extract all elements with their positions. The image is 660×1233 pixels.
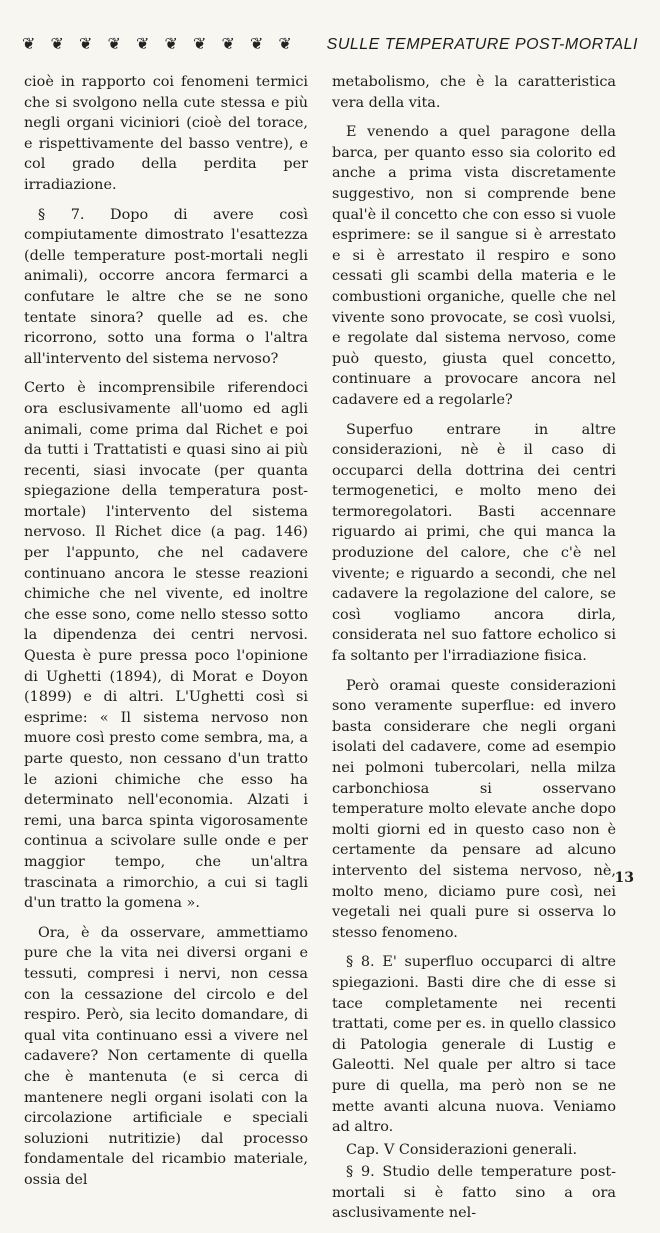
right-column — [332, 72, 616, 1233]
page-number: 13 — [614, 870, 634, 886]
paragraph: Certo è incomprensibile riferendoci ora esclusivamente all'uomo ed agli animali, come prima dal Richet e poi da tutti i Trattatisti e quasi sino ai più recenti, siasi invocate (per quanta spiegazione della temperatura post-mortale) l'intervento del sistema nervoso. Il Richet dice (a pag. 146) per l'appunto, che nel cadavere continuano ancora le stesse reazioni chimiche che nel vivente, ed inoltre che esse sono, come nello stesso sotto la dipendenza dei centri nervosi. Questa è pure pressa poco l'opinione di Ughetti (1894), di Morat e Doyon (1899) e di altri. L'Ughetti così si esprime: « Il sistema nervoso non muore così presto come sembra, ma, a parte questo, non cessano d'un tratto le azioni chimiche che esso ha determinato nell'economia. Alzati i remi, una barca spinta vigorosamente continua a scivolare sulle onde e per maggior tempo, che un'altra trascinata a rimorchio, a cui si tagli d'un tratto la gomena ». — [24, 380, 308, 912]
running-title: SULLE TEMPERATURE POST-MORTALI — [326, 36, 638, 53]
page-header — [22, 34, 638, 60]
paragraph: Però oramai queste considerazioni sono veramente superflue: ed invero basta considerare che negli organi isolati del cadavere, come ad esempio nei polmoni tubercolari, nella milza carbonchiosa si osservano temperature molto elevate anche dopo molti giorni ed in questo caso non è certamente da pensare ad alcuno intervento del sistema nervoso, nè, molto meno, diciamo pure così, nei vegetali nei quali pure si osserva lo stesso fenomeno. — [332, 677, 616, 941]
paragraph: Superfuo entrare in altre considerazioni, nè è il caso di occuparci della dottrina dei centri termogenetici, e molto meno dei termoregolatori. Basti accennare riguardo ai primi, che qui manca la produzione del calore, che c'è nel vivente; e riguardo a secondi, che nel cadavere la regolazione del calore, se così vogliamo ancora dirla, considerata nel suo fattore echolico si fa soltanto per l'irradiazione fisica. — [332, 421, 616, 665]
paragraph: cioè in rapporto coi fenomeni termici che si svolgono nella cute stessa e più negli organi viciniori (cioè del torace, e rispettivamente del basso ventre), e col grado della perdita per irradiazione. — [24, 74, 308, 193]
paragraph: E venendo a quel paragone della barca, per quanto esso sia colorito ed anche a prima vista discretamente suggestivo, non si comprende bene qual'è il concetto che con esso si vuole esprimere: se il sangue si è arrestato e si è arrestato il respiro e sono cessati gli scambi della materia e le combustioni organiche, quelle che nel vivente sono provocate, se così vuolsi, e regolate dal sistema nervoso, come può questo, giusta quel concetto, continuare a provocare ancora nel cadavere ed a regolarle? — [332, 124, 616, 408]
paragraph: § 8. E' superfluo occuparci di altre spiegazioni. Basti dire che di esse si tace completamente nei recenti trattati, come per es. in quello classico di Patologia generale di Lustig e Galeotti. Nel quale per altro si tace pure di quella, ma però non se ne mette avanti alcuna nuova. Veniamo ad altro. — [332, 954, 616, 1136]
left-column — [24, 72, 308, 1199]
chapter-heading: Cap. V Considerazioni generali. — [346, 1141, 578, 1158]
paragraph: § 9. Studio delle temperature post-mortali si è fatto sino a ora asclusivamente nel- — [332, 1164, 616, 1222]
paragraph: Ora, è da osservare, ammettiamo pure che la vita nei diversi organi e tessuti, compresi i nervi, non cessa con la cessazione del circolo e del respiro. Però, sia lecito domandare, di qual vita continuano essi a vivere nel cadavere? Non certamente di quella che è mantenuta (e si cerca di mantenere negli organi isolati con la circolazione artificiale e speciali soluzioni nutritizie) dal processo fondamentale del ricambio materiale, ossia del — [24, 924, 308, 1188]
paragraph: metabolismo, che è la caratteristica vera della vita. — [332, 74, 616, 111]
leaf-ornament-icon: ❦ ❦ ❦ ❦ ❦ ❦ ❦ ❦ ❦ ❦ — [22, 34, 297, 53]
paragraph: § 7. Dopo di avere così compiutamente dimostrato l'esattezza (delle temperature post-mortali negli animali), occorre ancora fermarci a confutare le altre che se ne sono tentate sinora? quelle ad es. che ricorrono, sotto una forma o l'altra all'intervento del sistema nervoso? — [24, 206, 308, 367]
